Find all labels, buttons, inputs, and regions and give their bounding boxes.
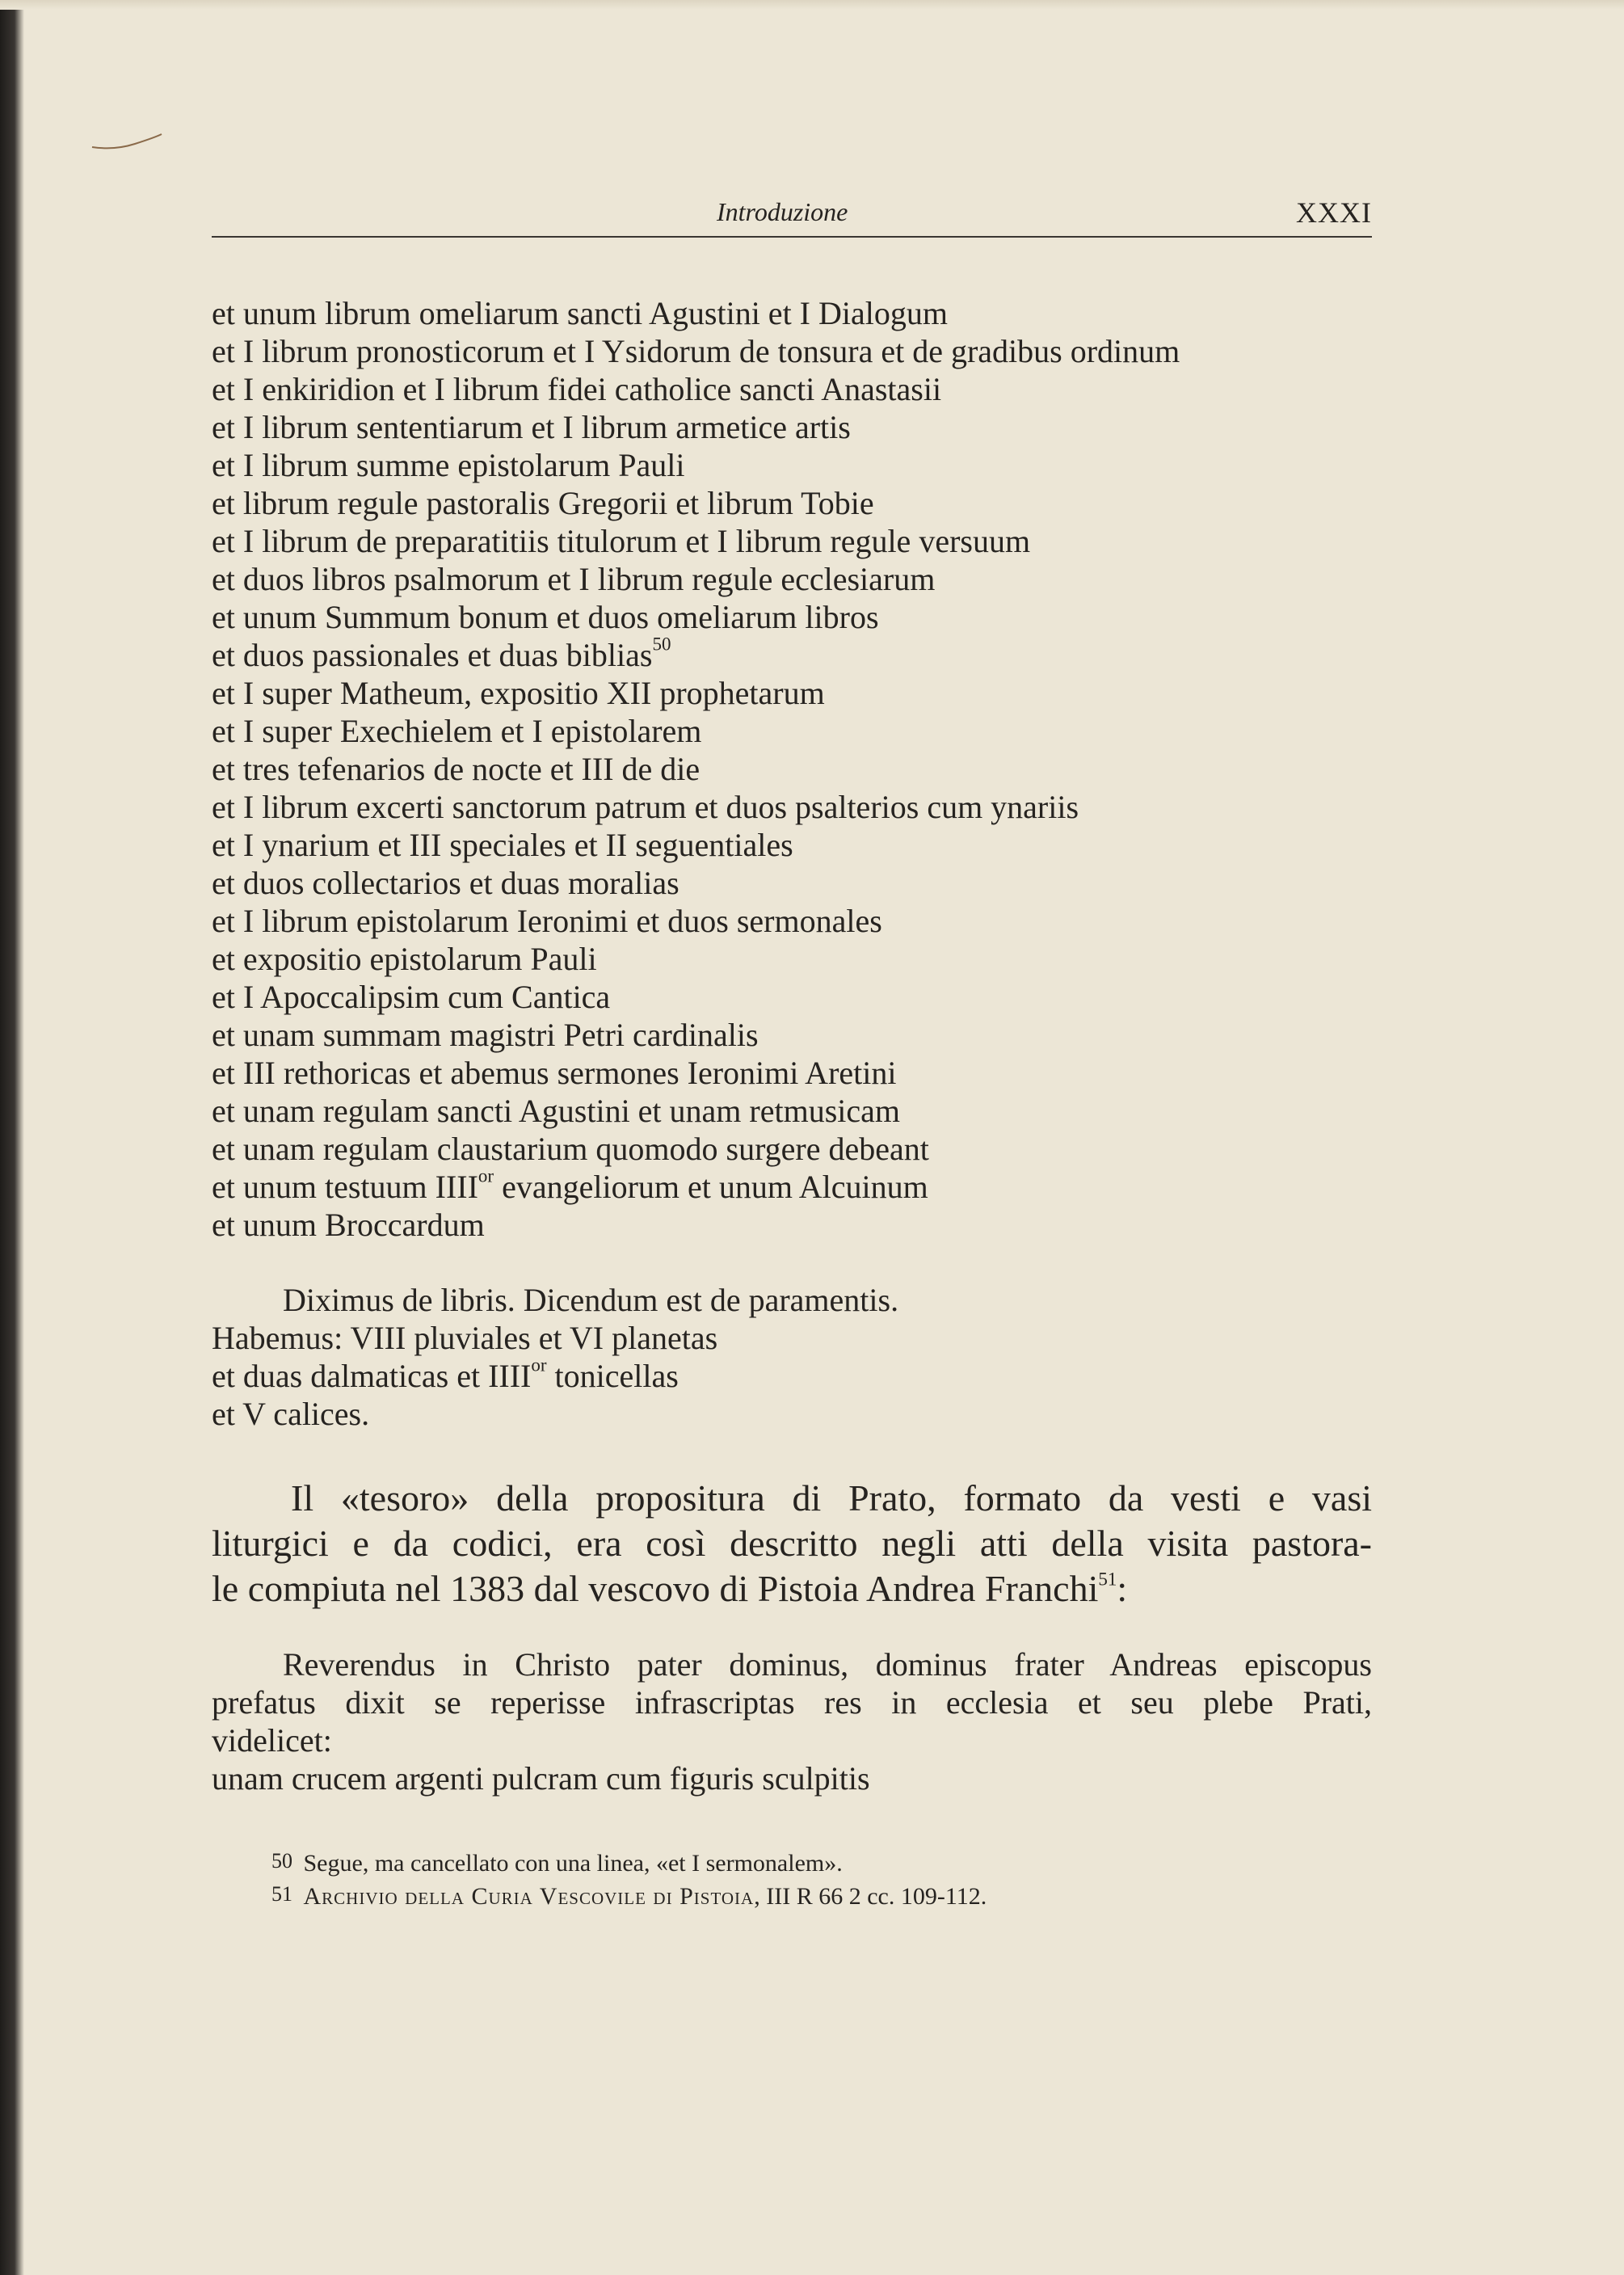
body-line: liturgici e da codici, era così descritto negli atti della visita pastora- [212,1523,1372,1564]
paramenta-line: Habemus: VIII pluviales et VI planetas [212,1320,718,1356]
list-item: et III rethoricas et abemus sermones Ieronimi Aretini [212,1055,897,1091]
list-item: et I Apoccalipsim cum Cantica [212,979,611,1015]
footnote-ref-51: 51 [1098,1569,1117,1590]
list-item: et expositio epistolarum Pauli [212,941,597,977]
list-item [212,636,1180,674]
quoted-document [212,1645,1372,1797]
footnote-source: Archivio della Curia Vescovile di Pistoia [303,1883,755,1910]
list-item: et librum regule pastoralis Gregorii et librum Tobie [212,485,874,521]
list-item: et I librum pronosticorum et I Ysidorum de tonsura et de gradibus ordinum [212,333,1180,369]
list-item: et I librum excerti sanctorum patrum et duos psalterios cum ynariis [212,789,1079,825]
list-item: et unum Summum bonum et duos omeliarum libros [212,599,879,635]
list-item: et I librum de preparatitiis titulorum et I librum regule versuum [212,523,1031,559]
superscript-or: or [478,1165,494,1186]
list-item-text: et duos passionales et duas biblias [212,637,653,673]
footnote-51 [271,1879,987,1912]
footnote-number: 51 [271,1882,292,1906]
list-item: et unum Broccardum [212,1207,485,1243]
paramenta-line: Diximus de libris. Dicendum est de paramentis. [283,1282,899,1318]
list-item: et I librum sententiarum et I librum armetice artis [212,409,851,445]
footnotes [271,1846,987,1912]
header-rule [212,236,1372,238]
list-item: et duos collectarios et duas moralias [212,865,679,901]
paramenta-section [212,1281,898,1433]
running-header [212,197,1372,238]
book-list [212,294,1180,1244]
list-item-text: et unum testuum IIII [212,1169,478,1205]
quote-line: Reverendus in Christo pater dominus, dominus frater Andreas episcopus [283,1646,1372,1683]
pencil-mark-icon [90,129,163,154]
footnote-50 [271,1846,987,1879]
list-item: et I librum summe epistolarum Pauli [212,447,685,483]
quote-line: prefatus dixit se reperisse infrascriptas res in ecclesia et seu plebe Prati, [212,1684,1372,1721]
list-item: et unam regulam claustarium quomodo surgere debeant [212,1131,929,1167]
list-item: et I enkiridion et I librum fidei catholice sancti Anastasii [212,371,942,407]
body-text: : [1117,1568,1128,1609]
body-paragraph [212,1476,1372,1611]
footnote-number: 50 [271,1849,292,1873]
list-item: et unam regulam sancti Agustini et unam retmusicam [212,1093,901,1129]
quote-line: videlicet: [212,1722,332,1759]
paramenta-line: et V calices. [212,1396,370,1432]
list-item-text: evangeliorum et unum Alcuinum [494,1169,928,1205]
list-item: et I ynarium et III speciales et II seguentiales [212,827,793,863]
body-line: Il «tesoro» della propositura di Prato, formato da vesti e vasi [291,1477,1372,1519]
body-line [212,1566,1372,1611]
page-number: XXXI [1296,196,1372,229]
list-item: et unum librum omeliarum sancti Agustini et I Dialogum [212,295,948,331]
paramenta-text: tonicellas [546,1358,679,1394]
paramenta-text: et duas dalmaticas et IIII [212,1358,532,1394]
superscript-or: or [531,1354,547,1376]
footnote-text: , III R 66 2 cc. 109-112. [754,1883,987,1910]
body-text: le compiuta nel 1383 dal vescovo di Pistoia Andrea Franchi [212,1568,1099,1609]
list-item: et unam summam magistri Petri cardinalis [212,1017,759,1053]
list-item [212,1165,1180,1206]
page-binding-shadow [0,0,24,2275]
paramenta-line [212,1354,898,1395]
list-item: et I librum epistolarum Ieronimi et duos sermonales [212,903,882,939]
page-top-edge [0,0,1624,10]
quote-line: unam crucem argenti pulcram cum figuris sculpitis [212,1760,870,1797]
list-item: et tres tefenarios de nocte et III de die [212,751,701,787]
footnote-ref-50: 50 [652,634,671,655]
list-item: et I super Exechielem et I epistolarem [212,713,702,749]
list-item: et duos libros psalmorum et I librum regule ecclesiarum [212,561,936,597]
list-item: et I super Matheum, expositio XII prophetarum [212,675,825,711]
footnote-text: Segue, ma cancellato con una linea, «et I sermonalem». [303,1850,843,1877]
header-title: Introduzione [717,197,848,226]
